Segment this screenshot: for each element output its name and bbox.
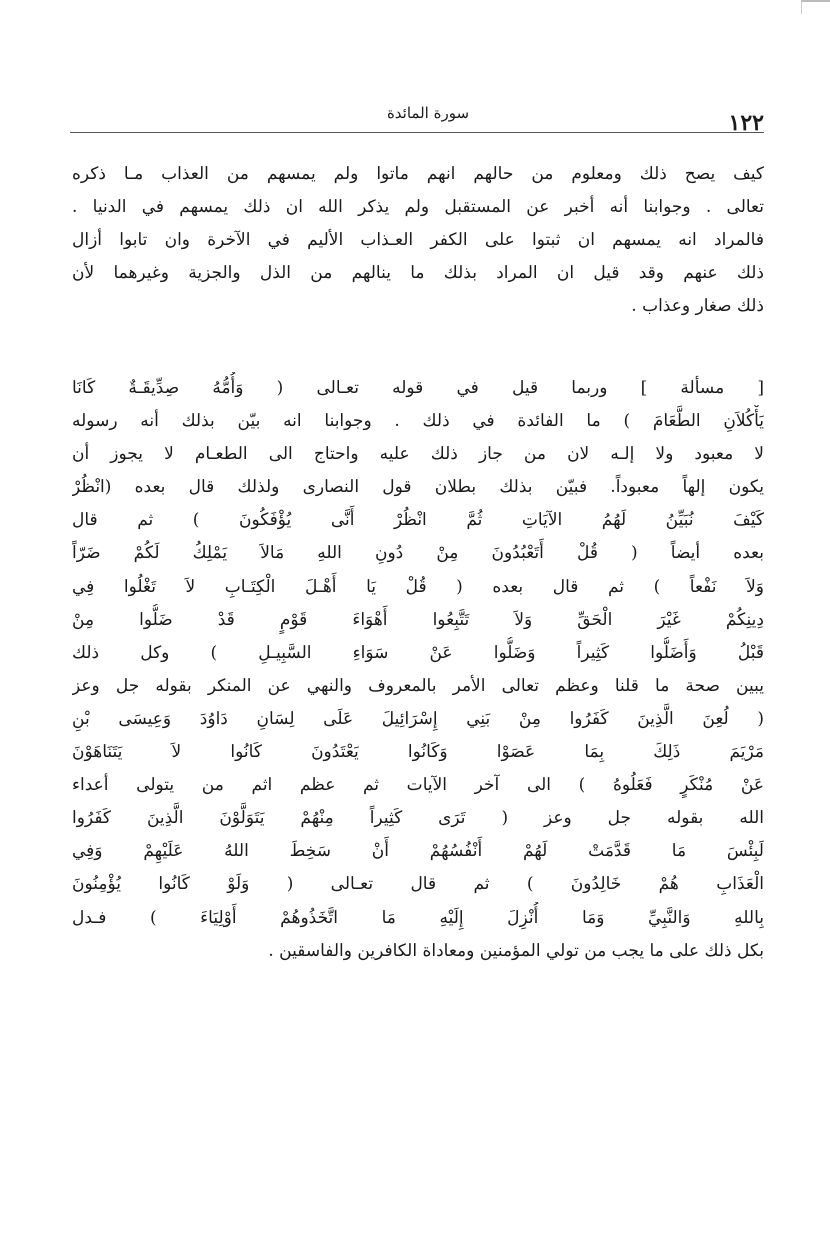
text-line: عَنْ مُنْكَرٍ فَعَلُوهُ ) الى آخر الآيات ثم عظم اثم من يتولى أعداء (72, 775, 764, 796)
text-line: مَرْيَمَ ذَلِكَ بِمَا عَصَوْا وَكَانُوا يَعْتَدُونَ كَانُوا لاَ يَتَنَاهَوْنَ (72, 742, 764, 763)
text-line: [ مسألة ] وربما قيل في قوله تعـالى ( وَأُمُّهُ صِدِّيقَـةٌ كَانَا (72, 378, 764, 398)
page-number: ١٢٢ (728, 110, 764, 136)
paragraph-1 (72, 158, 764, 323)
text-line: ذلك عنهم وقد قيل ان المراد بذلك ما ينالهم من الذل والجزية وغيرهما لأن (72, 263, 764, 283)
text-line: بكل ذلك على ما يجب من تولي المؤمنين ومعاداة الكافرين والفاسقين . (268, 940, 764, 961)
text-line: بِاللهِ وَالنَّبِيِّ وَمَا أُنْزِلَ إِلَيْهِ مَا اتَّخَذُوهُمْ أَوْلِيَاءَ ) فـدل (72, 907, 764, 928)
text-line: ( لُعِنَ الَّذِينَ كَفَرُوا مِنْ بَنِي إِسْرَائِيلَ عَلَى لِسَانِ دَاوُدَ وَعِيسَى بْنِ (72, 708, 764, 729)
paragraph-2 (72, 372, 764, 968)
text-line: لا معبود ولا إلـه لان من جاز ذلك عليه واحتاج الى الطعـام لا يجوز أن (72, 444, 764, 465)
text-line: تعالى . وجوابنا أنه أخبر عن المستقبل ولم يذكر الله ان ذلك يمسهم في الدنيا . (72, 197, 764, 217)
text-line: يكون إلهاً معبوداً. فبيّن بذلك بطلان قول النصارى ولذلك قال بعده (انْظُرْ (72, 477, 764, 498)
running-title: سورة المائدة (386, 104, 470, 122)
text-line: فالمراد انه يمسهم ان ثبتوا على الكفر العـذاب الأليم في الآخرة وان تابوا أزال (72, 230, 764, 250)
text-line: كيف يصح ذلك ومعلوم من حالهم انهم ماتوا ولم يمسهم من العذاب مـا ذكره (72, 164, 764, 184)
text-line: بعده أيضاً ( قُلْ أَتَعْبُدُونَ مِنْ دُونِ اللهِ مَالاَ يَمْلِكُ لَكُمْ ضَرّاً (72, 543, 764, 564)
text-line: الله بقوله جل وعز ( تَرَى كَثِيراً مِنْهُمْ يَتَوَلَّوْنَ الَّذِينَ كَفَرُوا (72, 808, 764, 829)
text-line: ذلك صغار وعذاب . (631, 296, 764, 316)
scan-edge-mark (801, 0, 830, 14)
text-line: قَبْلُ وَأَضَلُّوا كَثِيراً وَضَلُّوا عَنْ سَوَاءِ السَّبِيـلِ ) وكل ذلك (72, 642, 764, 663)
text-line: وَلاَ نَفْعاً ) ثم قال بعده ( قُلْ يَا أَهْـلَ الْكِتَـابِ لاَ تَغْلُوا فِي (72, 576, 764, 597)
text-line: دِينِكُمْ غَيْرَ الْحَقِّ وَلاَ تَتَّبِعُوا أَهْوَاءَ قَوْمٍ قَدْ ضَلُّوا مِنْ (72, 609, 764, 630)
text-line: كَيْفَ نُبَيِّنُ لَهُمُ الآيَاتِ ثُمَّ انْظُرْ أَنَّى يُؤْفَكُونَ ) ثم قال (72, 510, 764, 531)
page-header (70, 104, 764, 134)
text-line: يَأْكُلاَنِ الطَّعَامَ ) ما الفائدة في ذلك . وجوابنا انه بيّن بذلك أنه رسوله (72, 411, 764, 432)
text-line: الْعَذَابِ هُمْ خَالِدُونَ ) ثم قال تعـالى ( وَلَوْ كَانُوا يُؤْمِنُونَ (72, 874, 764, 895)
text-line: لَبِئْسَ مَا قَدَّمَتْ لَهُمْ أَنْفُسُهُمْ أَنْ سَخِطَ اللهُ عَلَيْهِمْ وَفِي (72, 841, 764, 862)
text-line: يبين صحة ما قلنا وعظم تعالى الأمر بالمعروف والنهي عن المنكر بقوله جل وعز (72, 675, 764, 696)
header-rule (70, 132, 764, 133)
